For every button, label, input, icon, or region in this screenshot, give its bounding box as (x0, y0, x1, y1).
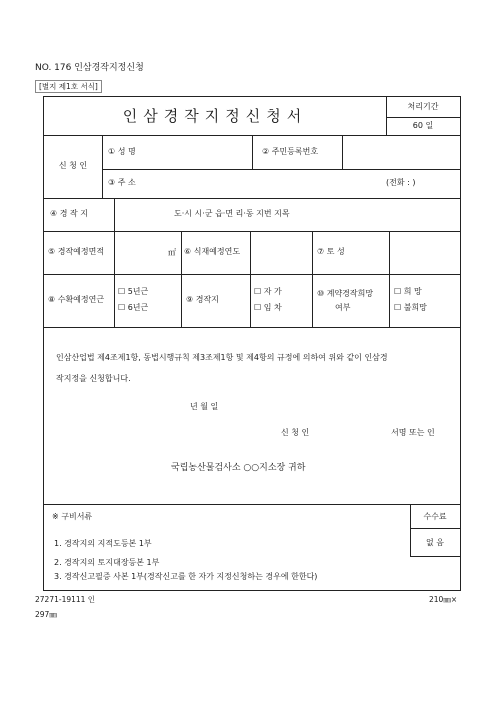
divider (102, 169, 460, 170)
form-title: 인삼경작지정신청서 (122, 107, 308, 125)
required-documents-header: ※ 구비서류 (52, 512, 93, 521)
divider (312, 231, 313, 327)
processing-period-label: 처리기간 (407, 102, 439, 111)
field-label: ⑨ 경작지 (186, 295, 219, 304)
divider (181, 231, 182, 327)
applicant-signature-label: 신 청 인 (281, 428, 310, 437)
location-value: 도·시 시·군 읍·면 리·동 지번 지목 (174, 209, 290, 218)
resident-id-label: ② 주민등록번호 (262, 147, 319, 156)
checkbox-5-year[interactable]: ☐ 5년근 (118, 287, 149, 296)
name-label: ① 성 명 (108, 147, 136, 156)
signature-label: 서명 또는 인 (391, 428, 435, 437)
divider (342, 135, 343, 169)
planting-year-label: ⑥ 식재예정연도 (184, 247, 241, 256)
paper-size-height: 297㎜ (35, 610, 57, 619)
harvest-year-label: ⑧ 수확예정연근 (48, 295, 105, 304)
divider (389, 231, 390, 327)
divider (410, 528, 460, 529)
checkbox-hope[interactable]: ☐ 희 망 (394, 287, 422, 296)
form-code: 27271-19111 인 (35, 595, 96, 604)
contract-label: ⑩ 계약경작희망 (317, 289, 374, 298)
checkbox-own[interactable]: ☐ 자 가 (254, 287, 282, 296)
divider (44, 504, 460, 505)
addressee: 국립농산물검사소 ○○지소장 귀하 (171, 463, 306, 473)
soil-label: ⑦ 토 성 (317, 247, 345, 256)
divider (44, 327, 460, 328)
phone-label: (전화 : ) (386, 178, 416, 187)
divider (410, 556, 460, 557)
fee-value: 없 음 (426, 538, 444, 547)
paper-size-width: 210㎜× (429, 595, 458, 604)
statement-line-1: 인삼산업법 제4조제1항, 동법시행규칙 제3조제1항 및 제4항의 규정에 의하여 위와 같이 인삼경 (56, 353, 388, 362)
processing-period-value: 60 일 (412, 121, 434, 130)
divider (44, 274, 460, 275)
divider (44, 231, 460, 232)
area-label: ⑤ 경작예정면적 (48, 247, 105, 256)
divider (386, 117, 460, 118)
date-line: 년 월 일 (190, 402, 219, 411)
fee-label: 수수료 (423, 512, 447, 521)
checkbox-no-hope[interactable]: ☐ 불희망 (394, 303, 427, 312)
checkbox-6-year[interactable]: ☐ 6년근 (118, 303, 149, 312)
location-label: ④ 경 작 지 (50, 209, 88, 218)
address-label: ③ 주 소 (108, 178, 136, 187)
applicant-label: 신 청 인 (58, 161, 88, 170)
divider (44, 198, 460, 199)
divider (252, 135, 253, 169)
contract-label-2: 여부 (335, 303, 351, 312)
document-item: 3. 경작신고필증 사본 1부(경작신고를 한 자가 지정신청하는 경우에 한한다) (54, 572, 318, 581)
checkbox-lease[interactable]: ☐ 임 차 (254, 303, 282, 312)
document-item: 2. 경작지의 토지대장등본 1부 (54, 558, 160, 567)
divider (250, 231, 251, 327)
form-number: NO. 176 인삼경작지정신청 (35, 63, 144, 73)
application-form (43, 96, 461, 591)
attachment-label: [별지 제1호 서식] (35, 80, 102, 93)
divider (410, 504, 411, 556)
area-unit: ㎡ (168, 248, 176, 257)
divider (102, 135, 103, 198)
document-item: 1. 경작지의 지적도등본 1부 (54, 539, 152, 548)
statement-line-2: 작지정을 신청합니다. (56, 374, 131, 383)
divider (114, 198, 115, 327)
